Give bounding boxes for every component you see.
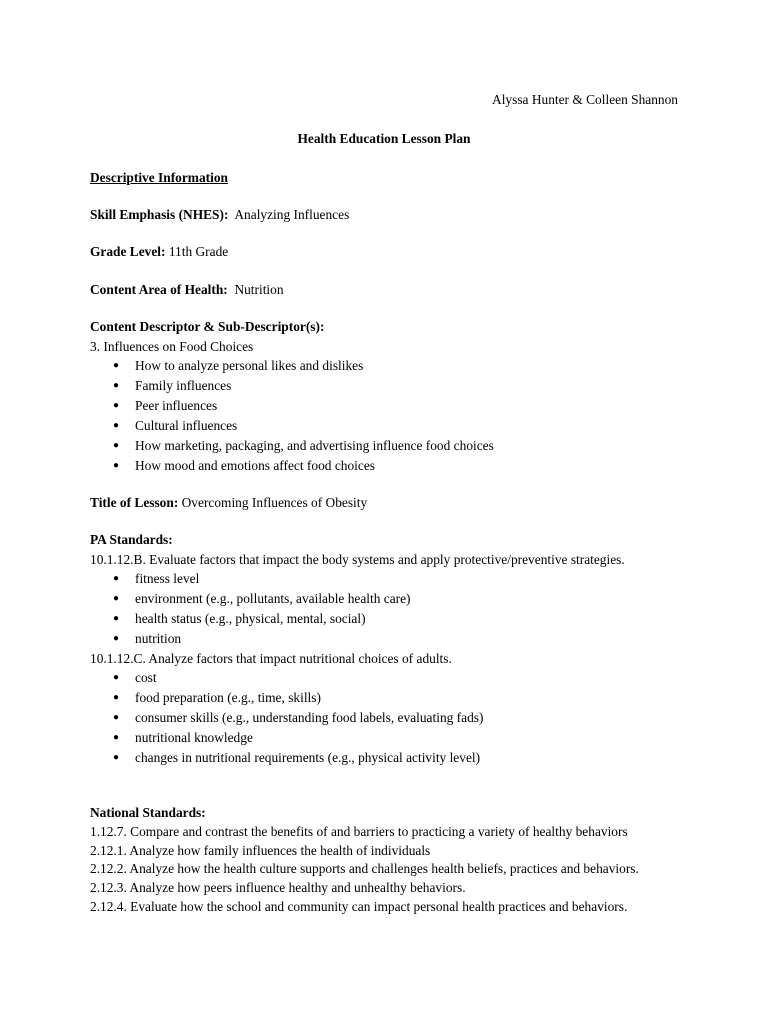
national-standard-item: 2.12.3. Analyze how peers influence healthy and unhealthy behaviors. xyxy=(90,880,466,896)
skill-emphasis-line xyxy=(90,205,349,225)
national-standards-label: National Standards: xyxy=(90,805,206,820)
grade-level-line xyxy=(90,242,228,262)
national-standard-item: 2.12.1. Analyze how family influences the health of individuals xyxy=(90,842,431,858)
bullet-icon: ● xyxy=(113,751,120,763)
bullet-icon: ● xyxy=(113,632,120,644)
bullet-icon: ● xyxy=(113,711,120,723)
bullet-icon: ● xyxy=(113,399,120,411)
bullet-icon: ● xyxy=(113,592,120,604)
bullet-icon: ● xyxy=(113,692,120,704)
national-standard-item: 2.12.4. Evaluate how the school and community can impact personal health practices and behaviors. xyxy=(90,898,628,914)
list-item: ● fitness level xyxy=(90,569,625,589)
list-item: ● health status (e.g., physical, mental, social) xyxy=(90,609,625,629)
list-item: ● nutrition xyxy=(90,629,625,649)
bullet-icon: ● xyxy=(113,612,120,624)
pa-standards-label: PA Standards: xyxy=(90,532,173,547)
national-standard-item: 1.12.7. Compare and contrast the benefits of and barriers to practicing a variety of healthy behaviors xyxy=(90,823,628,839)
document-title: Health Education Lesson Plan xyxy=(297,131,471,146)
list-item: ● consumer skills (e.g., understanding food labels, evaluating fads) xyxy=(90,708,625,728)
bullet-icon: ● xyxy=(113,360,120,371)
list-item: ● environment (e.g., pollutants, available health care) xyxy=(90,589,625,609)
national-standard-item: 2.12.2. Analyze how the health culture supports and challenges health beliefs, practices and behaviors. xyxy=(90,861,639,877)
list-item: ● Family influences xyxy=(90,376,494,396)
bullet-icon: ● xyxy=(113,459,120,471)
list-item: ● How to analyze personal likes and dislikes xyxy=(90,356,494,376)
content-area-value: Nutrition xyxy=(234,282,284,297)
skill-emphasis-label: Skill Emphasis (NHES): xyxy=(90,207,229,222)
grade-level-value: 11th Grade xyxy=(168,244,229,259)
list-item: ● How marketing, packaging, and advertising influence food choices xyxy=(90,436,494,456)
pa-standard-c-list xyxy=(90,668,625,768)
content-descriptor-list xyxy=(90,356,494,475)
pa-standard-c: 10.1.12.C. Analyze factors that impact nutritional choices of adults. xyxy=(90,650,452,666)
national-standards-section xyxy=(90,804,639,917)
skill-emphasis-value: Analyzing Influences xyxy=(234,207,350,222)
content-descriptor-intro: 3. Influences on Food Choices xyxy=(90,338,254,354)
pa-standard-b: 10.1.12.B. Evaluate factors that impact the body systems and apply protective/preventive strategies. xyxy=(90,551,625,567)
bullet-icon: ● xyxy=(113,731,120,743)
list-item: ● cost xyxy=(90,668,625,688)
bullet-icon: ● xyxy=(113,379,120,391)
grade-level-label: Grade Level: xyxy=(90,244,166,259)
list-item: ● food preparation (e.g., time, skills) xyxy=(90,688,625,708)
lesson-title-line xyxy=(90,493,367,513)
content-descriptor-label: Content Descriptor & Sub-Descriptor(s): xyxy=(90,319,325,334)
list-item: ● nutritional knowledge xyxy=(90,728,625,748)
list-item: ● Cultural influences xyxy=(90,416,494,436)
content-area-label: Content Area of Health: xyxy=(90,282,228,297)
descriptive-information-heading xyxy=(90,168,228,188)
pa-standard-b-list xyxy=(90,569,625,649)
list-item: ● How mood and emotions affect food choices xyxy=(90,456,494,476)
content-area-line xyxy=(90,280,284,300)
lesson-title-value: Overcoming Influences of Obesity xyxy=(181,495,368,510)
document-page xyxy=(90,0,690,1024)
list-item: ● Peer influences xyxy=(90,396,494,416)
bullet-icon: ● xyxy=(113,439,120,451)
descriptive-heading-text: Descriptive Information xyxy=(90,170,228,185)
bullet-icon: ● xyxy=(113,419,120,431)
authors: Alyssa Hunter & Colleen Shannon xyxy=(492,92,678,107)
bullet-icon: ● xyxy=(113,672,120,684)
content-descriptor-section xyxy=(90,317,494,475)
lesson-title-label: Title of Lesson: xyxy=(90,495,179,510)
list-item: ● changes in nutritional requirements (e.g., physical activity level) xyxy=(90,748,625,768)
pa-standards-section xyxy=(90,530,625,768)
bullet-icon: ● xyxy=(113,573,120,584)
